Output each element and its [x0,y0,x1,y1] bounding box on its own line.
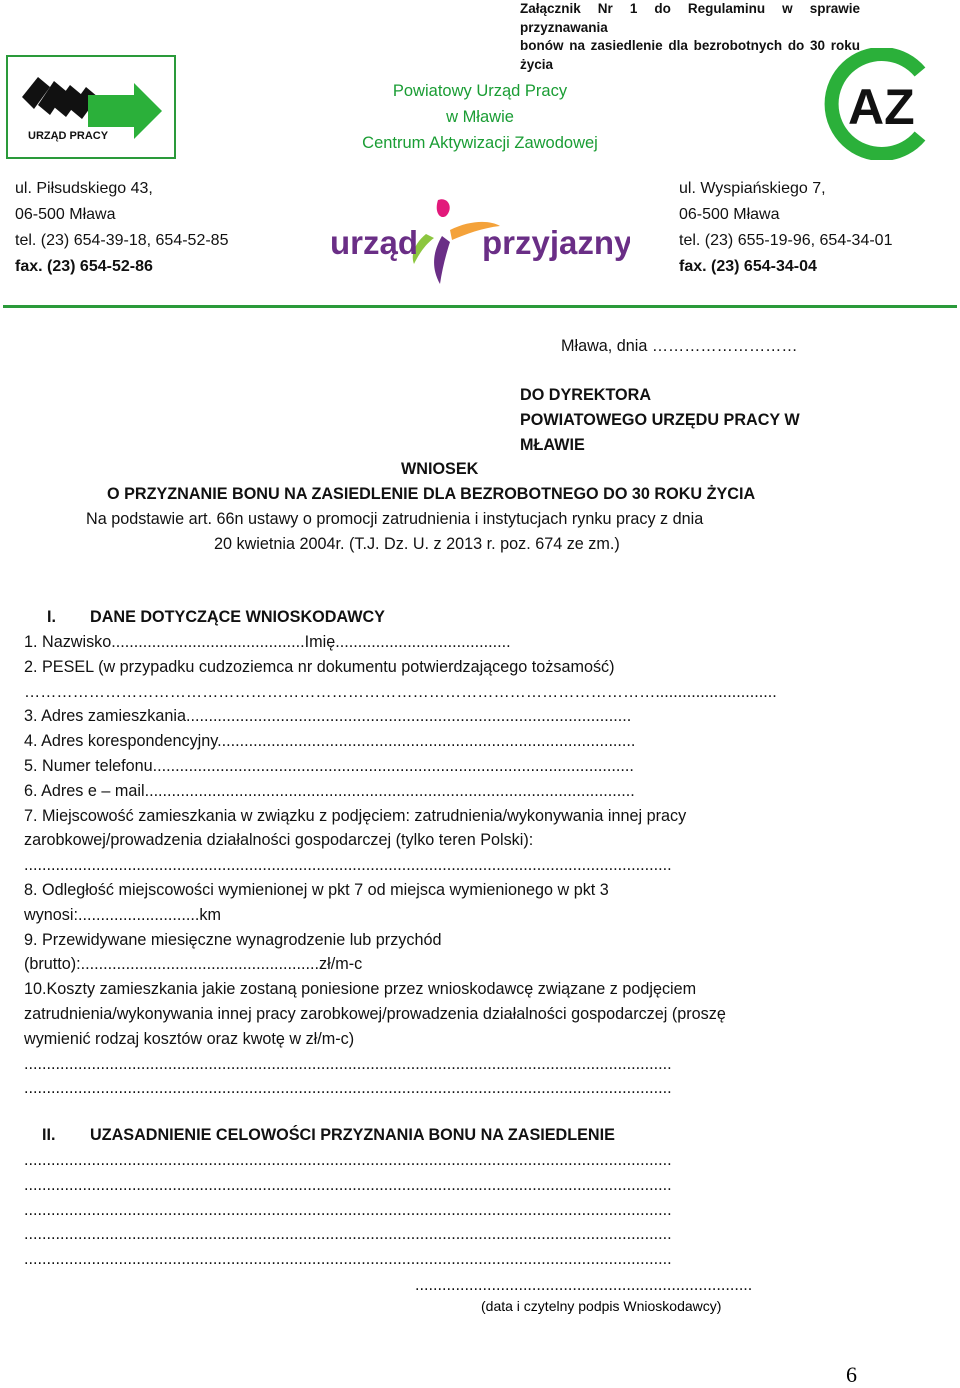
field-phone[interactable]: 5. Numer telefonu........................................................................................................... [24,756,634,775]
addressee-line-2: POWIATOWEGO URZĘDU PRACY W [520,410,800,429]
legal-basis-line-2: 20 kwietnia 2004r. (T.J. Dz. U. z 2013 r. poz. 674 ze zm.) [214,535,620,553]
justification-line-5[interactable]: ................................................................................................................................................ [24,1250,672,1269]
annex-line-2: bonów na zasiedlenie dla bezrobotnych do 30 roku [520,38,860,53]
section-1-fields [24,630,864,1101]
contact-right-city: 06-500 Mława [679,206,780,223]
contact-left-city: 06-500 Mława [15,206,116,223]
contact-left-fax: fax. (23) 654-52-86 [15,258,153,275]
justification-line-1[interactable]: ................................................................................................................................................ [24,1151,672,1169]
field-surname-name[interactable]: 1. Nazwisko...........................................Imię....................................... [24,633,511,651]
field-salary-label: 9. Przewidywane miesięczne wynagrodzenie lub przychód [24,930,442,949]
signature-line[interactable]: ........................................................................... [415,1276,753,1294]
field-correspondence-address[interactable]: 4. Adres korespondencyjny............................................................................................. [24,732,636,751]
section-2-number: II. [42,1126,56,1144]
contact-left-street: ul. Piłsudskiego 43, [15,180,153,197]
contact-right-street: ul. Wyspiańskiego 7, [679,180,826,197]
annex-line-3: życia [520,56,554,72]
legal-basis-line-1: Na podstawie art. 66n ustawy o promocji zatrudnienia i instytucjach rynku pracy z dnia [86,510,704,528]
justification-line-2[interactable]: ................................................................................................................................................ [24,1175,672,1194]
addressee-line-1: DO DYREKTORA [520,386,652,404]
justification-lines [24,1148,864,1272]
field-distance-label: 8. Odległość miejscowości wymienionej w pkt 7 od miejsca wymienionego w pkt 3 [24,880,609,899]
justification-line-3[interactable]: ................................................................................................................................................ [24,1200,672,1219]
field-new-residence-label-2: zarobkowej/prowadzenia działalności gospodarczej (tylko teren Polski): [24,831,534,850]
contact-left-tel: tel. (23) 654-39-18, 654-52-85 [15,232,229,249]
contact-right-fax: fax. (23) 654-34-04 [679,258,817,275]
document-subtitle: O PRZYZNANIE BONU NA ZASIEDLENIE DLA BEZROBOTNEGO DO 30 ROKU ŻYCIA [107,485,756,503]
page-number: 6 [846,1362,857,1387]
annex-line-1: Załącznik Nr 1 do Regulaminu w sprawie przyznawania [520,1,860,35]
urzad-przyjazny-part1: urząd [330,224,419,261]
annex-note [520,0,860,74]
field-costs-line-2[interactable]: ................................................................................................................................................ [24,1079,672,1098]
justification-line-4[interactable]: ................................................................................................................................................ [24,1225,672,1244]
contact-right [679,176,892,280]
urzad-pracy-logo-graphic [8,57,174,157]
document-title: WNIOSEK [401,460,479,478]
field-pesel[interactable]: ………………………………………………………………………………………………………........................... [24,682,777,701]
urzad-przyjazny-part2: przyjazny [482,224,630,261]
field-email[interactable]: 6. Adres e – mail............................................................................................................. [24,781,635,800]
field-new-residence[interactable]: ................................................................................................................................................ [24,856,672,875]
urzad-pracy-logo-text: URZĄD PRACY [28,130,109,142]
section-2-heading: UZASADNIENIE CELOWOŚCI PRZYZNANIA BONU NA ZASIEDLENIE [90,1126,615,1144]
place-date: Mława, dnia ……………………… [561,337,798,355]
field-costs-label-1: 10.Koszty zamieszkania jakie zostaną poniesione przez wnioskodawcę związane z podjęciem [24,980,697,999]
field-costs-label-2: zatrudnienia/wykonywania innej pracy zarobkowej/prowadzenia działalności gospodarczej (proszę [24,1004,726,1023]
field-costs-label-3: wymienić rodzaj kosztów oraz kwotę w zł/m-c) [24,1029,355,1048]
office-name [300,78,660,156]
office-line-3: Centrum Aktywizacji Zawodowej [362,134,598,152]
caz-logo [822,48,944,160]
field-costs-line-1[interactable]: ................................................................................................................................................ [24,1054,672,1073]
urzad-przyjazny-logo [330,190,630,290]
field-pesel-label: 2. PESEL (w przypadku cudzoziemca nr dokumentu potwierdzającego tożsamość) [24,657,615,676]
field-residence-address[interactable]: 3. Adres zamieszkania................................................................................................... [24,707,632,726]
office-line-1: Powiatowy Urząd Pracy [392,82,568,100]
caz-logo-text: AZ [848,79,915,135]
contact-left [15,176,228,280]
office-line-2: w Mławie [446,108,514,126]
urzad-pracy-logo [6,55,176,159]
header-divider [3,305,957,308]
addressee [520,383,800,457]
contact-right-tel: tel. (23) 655-19-96, 654-34-01 [679,232,893,249]
field-salary[interactable]: (brutto):.....................................................zł/m-c [24,955,363,974]
section-1-heading: DANE DOTYCZĄCE WNIOSKODAWCY [90,608,385,626]
field-new-residence-label-1: 7. Miejscowość zamieszkania w związku z podjęciem: zatrudnienia/wykonywania innej pracy [24,806,687,825]
addressee-line-3: MŁAWIE [520,435,585,454]
section-1-number: I. [47,608,56,626]
signature-label: (data i czytelny podpis Wnioskodawcy) [481,1298,722,1314]
field-distance[interactable]: wynosi:...........................km [24,905,221,924]
